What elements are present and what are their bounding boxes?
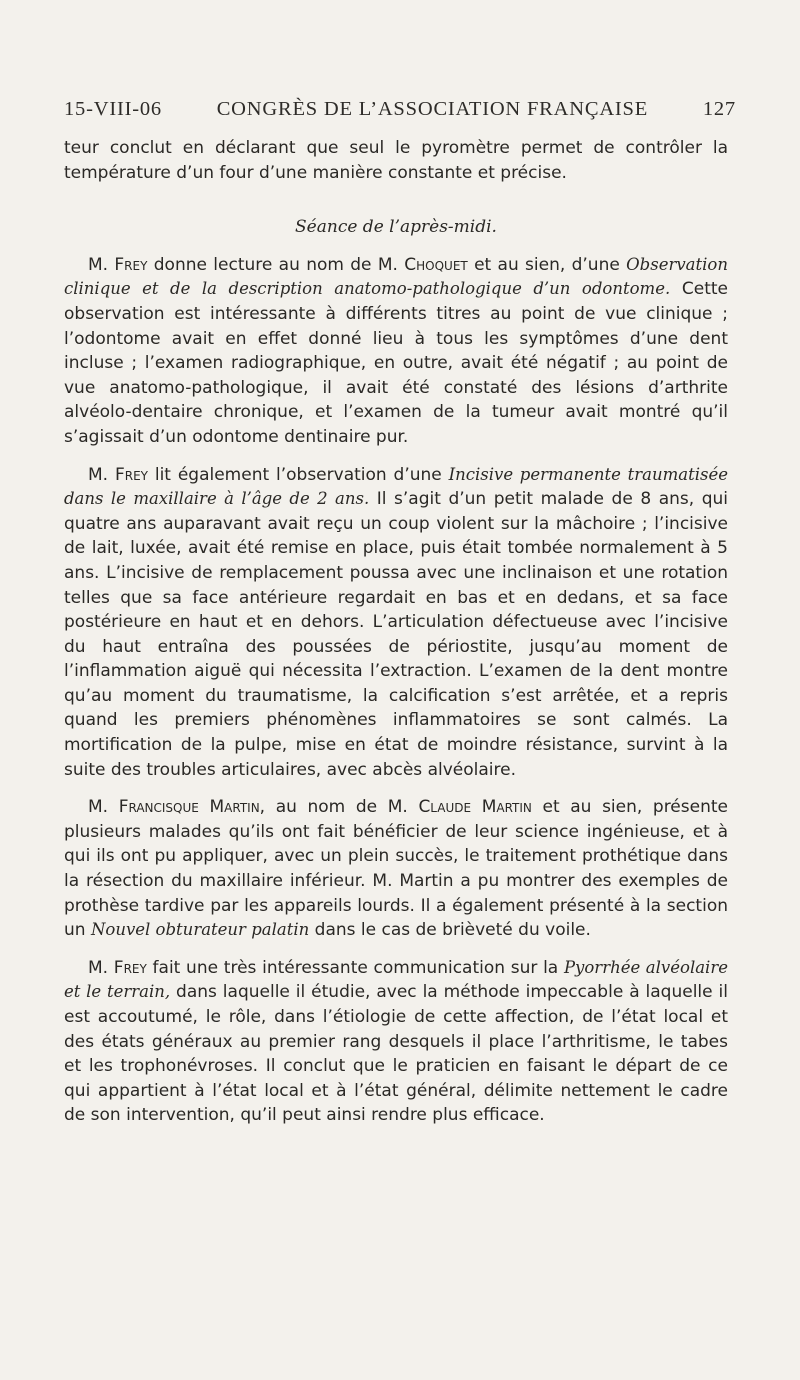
intro-paragraph: teur conclut en déclarant que seul le pyromètre permet de contrôler la température d’un four d’une manière constante et précise. xyxy=(64,138,728,183)
para1-text-4: Cette observation est intéressante à différents titres au point de vue clinique ; l’odontome avait en effet donné lieu à tous les symptômes d’une dent incluse ; l’examen radiographique, en outre, avait été négatif ; au point de vue anatomo-pathologique, il avait été constaté des lésions d’arthrite alvéolo-dentaire chronique, et l’examen de la tumeur avait montré qu’il s’agissait d’un odontome dentinaire pur. xyxy=(64,279,729,447)
paragraph-frey-incisive xyxy=(64,463,728,783)
para4-text-1: M. xyxy=(88,957,114,978)
para2-text-2: lit également l’observation d’une xyxy=(147,464,449,485)
para3-name-francisque-martin: Francisque Martin xyxy=(118,797,260,818)
para3-text-2: , au nom de M. xyxy=(259,797,419,818)
para4-work-title: Pyorrhée alvéolaire et le terrain, xyxy=(64,957,728,1002)
para3-text-3: et au sien, présente plusieurs malades qu’ils ont fait bénéficier de leur science ingénieuse, et à qui ils ont pu appliquer, avec un plein succès, le traitement prothétique dans la résection du maxillaire inférieur. M. Martin a pu montrer des exemples de prothèse tardive par les appareils lourds. Il a également présenté à la section un xyxy=(64,797,728,941)
para1-text-2: donne lecture au nom de M. xyxy=(147,254,405,275)
paragraph-martin xyxy=(64,795,728,943)
para1-name-frey: Frey xyxy=(114,254,148,275)
para4-text-2: fait une très intéressante communication sur la xyxy=(146,957,564,978)
paragraph-frey-pyorrhee xyxy=(64,956,728,1128)
para3-text-4: dans le cas de brièveté du voile. xyxy=(309,920,591,941)
para1-work-title: Observation clinique et de la description anatomo-pathologique d’un odontome. xyxy=(64,254,728,299)
para2-name-frey: Frey xyxy=(114,464,148,485)
para2-text-1: M. xyxy=(88,464,115,485)
para3-text-1: M. xyxy=(88,797,119,818)
para2-work-title: Incisive permanente traumatisée dans le maxillaire à l’âge de 2 ans. xyxy=(64,464,728,509)
para3-name-claude-martin: Claude Martin xyxy=(418,797,532,818)
para3-work-title: Nouvel obturateur palatin xyxy=(90,920,310,940)
para1-text-1: M. xyxy=(88,254,115,275)
header-title: CONGRÈS DE L’ASSOCIATION FRANÇAISE xyxy=(216,98,649,120)
para1-text-3: et au sien, d’une xyxy=(467,254,627,275)
para2-text-3: Il s’agit d’un petit malade de 8 ans, qui quatre ans auparavant avait reçu un coup violent sur la mâchoire ; l’incisive de lait, luxée, avait été remise en place, puis était tombée normalement à 5 ans. L’incisive de remplacement poussa avec une inclinaison et une rotation telles que sa face antérieure regardait en bas et en dedans, et sa face postérieure en haut et en dehors. L’articulation défectueuse avec l’incisive du haut entraîna des poussées de périostite, jusqu’au moment de l’inflammation aiguë qui nécessita l’extraction. L’examen de la dent montre qu’au moment du traumatisme, la calcification s’est arrêtée, et a repris quand les premiers phénomènes inflammatoires se sont calmés. La mortification de la pulpe, mise en état de moindre résistance, survint à la suite des troubles articulaires, avec abcès alvéolaire. xyxy=(64,489,728,780)
session-title: Séance de l’après-midi. xyxy=(295,217,497,238)
para4-text-3: dans laquelle il étudie, avec la méthode impeccable à laquelle il est accoutumé, le rôle, dans l’étiologie de cette affection, de l’état local et des états généraux au premier rang desquels il place l’arthritisme, le tabes et les trophonévroses. Il conclut que le praticien en faisant le départ de ce qui appartient à l’état local et à l’état général, délimite nettement le cadre de son intervention, qu’il peut ainsi rendre plus efficace. xyxy=(64,982,728,1126)
running-header xyxy=(64,98,736,121)
body-text xyxy=(64,136,728,1128)
page-number: 127 xyxy=(702,98,736,120)
para4-name-frey: Frey xyxy=(113,957,147,978)
paragraph-frey-choquet xyxy=(64,253,728,450)
para1-name-choquet: Choquet xyxy=(404,254,468,275)
header-date: 15-VIII-06 xyxy=(64,98,162,120)
